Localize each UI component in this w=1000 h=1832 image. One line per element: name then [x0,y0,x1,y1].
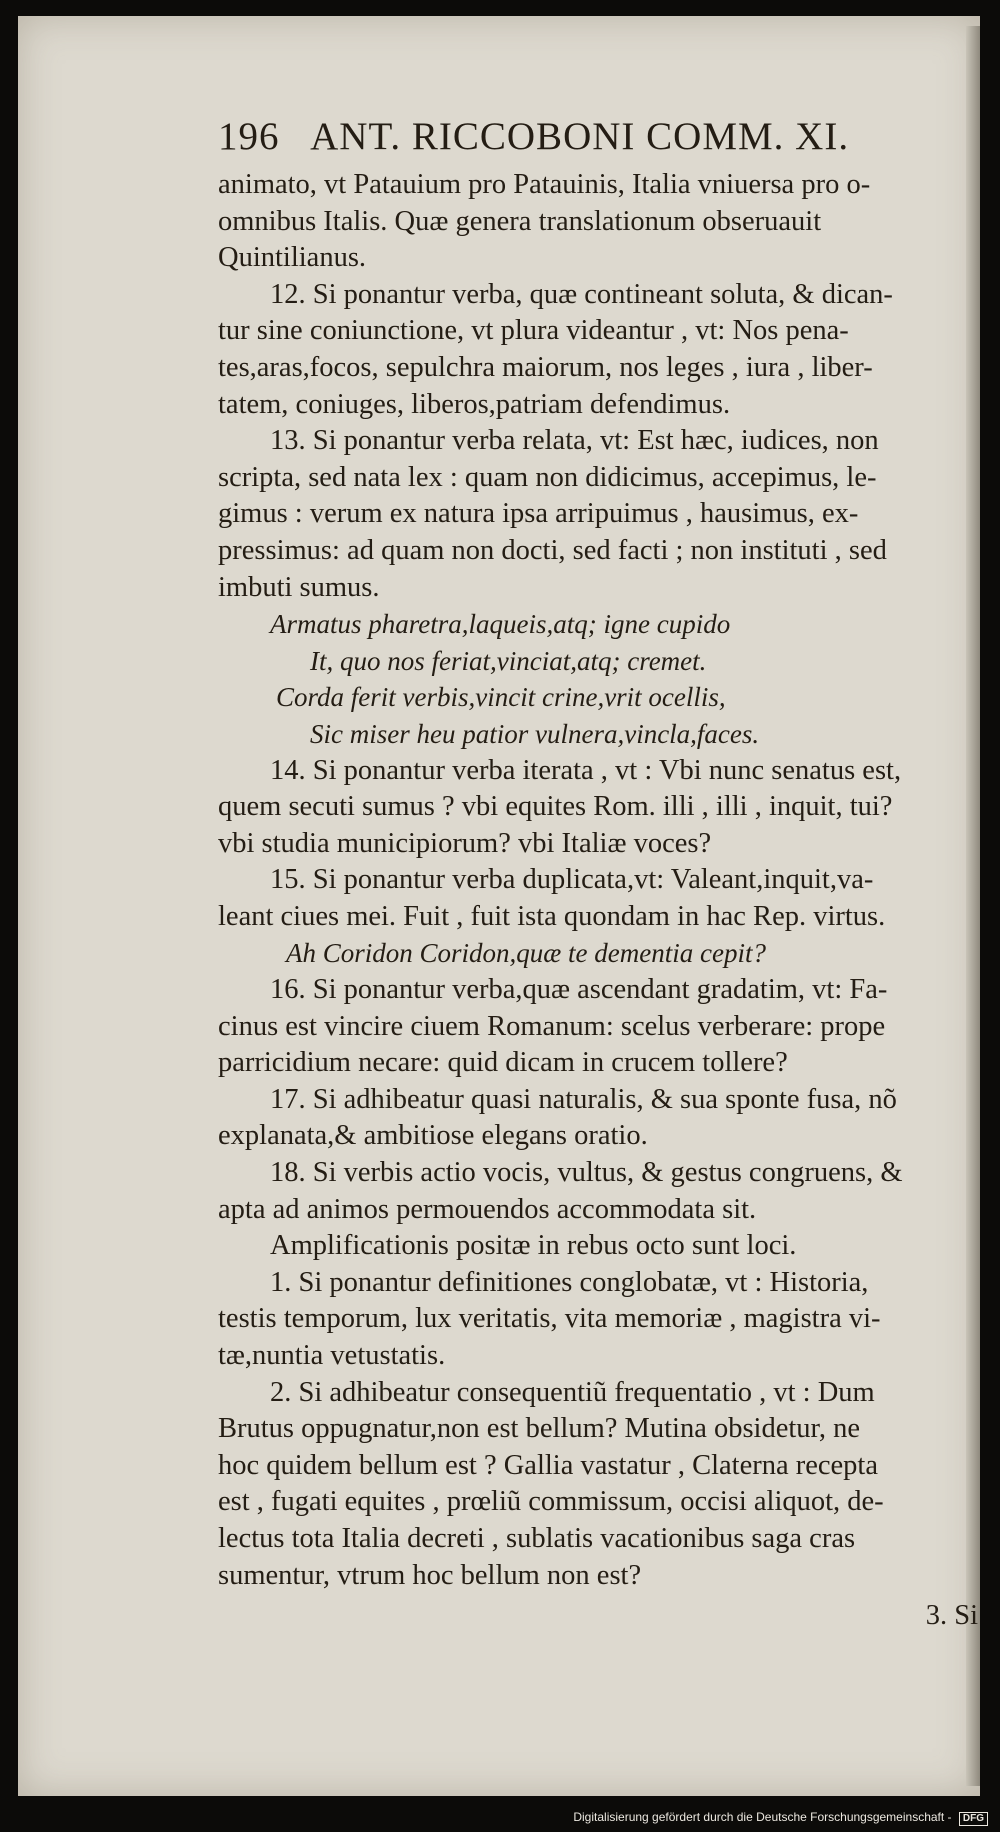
text-line: scripta, sed nata lex : quam non didicimus, accepimus, le- [218,461,877,493]
verse-line: Ah Coridon Coridon,quæ te dementia cepit? [286,938,766,969]
dfg-logo: DFG [959,1812,988,1826]
text-line: Amplificationis positæ in rebus octo sunt loci. [270,1230,797,1262]
text-line: omnibus Italis. Quæ genera translationum obseruauit [218,205,822,237]
text-line: 17. Si adhibeatur quasi naturalis, & sua sponte fusa, nõ [270,1083,897,1115]
text-line: 15. Si ponantur verba duplicata,vt: Valeant,inquit,va- [270,864,874,896]
text-line: hoc quidem bellum est ? Gallia vastatur , Claterna recepta [218,1449,878,1481]
text-line: 14. Si ponantur verba iterata , vt : Vbi nunc senatus est, [270,754,902,786]
text-line: 1. Si ponantur definitiones conglobatæ, vt : Historia, [270,1266,869,1298]
credit-text: Digitalisierung gefördert durch die Deutsche Forschungsgemeinschaft - [573,1810,952,1824]
text-line: apta ad animos permouendos accommodata sit. [218,1193,757,1225]
text-line: 2. Si adhibeatur consequentiũ frequentatio , vt : Dum [270,1376,875,1408]
text-line: imbuti sumus. [218,571,380,603]
text-line: lectus tota Italia decreti , sublatis vacationibus saga cras [218,1522,856,1554]
text-line: 16. Si ponantur verba,quæ ascendant gradatim, vt: Fa- [270,974,888,1006]
text-line: cinus est vincire ciuem Romanum: scelus verberare: prope [218,1010,886,1042]
running-title: ANT. RICCOBONI COMM. XI. [310,115,850,158]
text-line: Brutus oppugnatur,non est bellum? Mutina obsidetur, ne [218,1413,861,1445]
text-line: leant ciues mei. Fuit , fuit ista quondam in hac Rep. virtus. [218,900,886,932]
text-line: 12. Si ponantur verba, quæ contineant soluta, & dican- [270,278,893,310]
page-number: 196 [218,115,280,158]
text-line: Quintilianus. [218,242,367,274]
text-line: quem secuti sumus ? vbi equites Rom. illi , illi , inquit, tui? [218,791,893,823]
text-line: animato, vt Patauium pro Patauinis, Italia vniuersa pro o- [218,169,871,200]
text-line: tæ,nuntia vetustatis. [218,1340,446,1371]
text-line: pressimus: ad quam non docti, sed facti ; non instituti , sed [218,534,887,566]
text-block [218,111,978,1635]
text-line: gimus : verum ex natura ipsa arripuimus , hausimus, ex- [218,498,859,530]
verse-line: Sic miser heu patior vulnera,vincla,faces. [310,718,760,749]
verse-line: Corda ferit verbis,vincit crine,vrit ocellis, [276,682,726,713]
text-line: explanata,& ambitiose elegans oratio. [218,1120,648,1152]
verse-line: Armatus pharetra,laqueis,atq; igne cupido [270,609,731,640]
catchword: 3. Si [925,1600,978,1632]
text-line: tes,aras,focos, sepulchra maiorum, nos leges , iura , liber- [218,351,873,383]
digitization-credit [573,1810,988,1826]
text-line: tatem, coniuges, liberos,patriam defendimus. [218,388,731,420]
verse-line: It, quo nos feriat,vinciat,atq; cremet. [310,645,707,676]
text-line: est , fugati equites , prœliũ commissum, occisi aliquot, de- [218,1486,884,1518]
text-line: sumentur, vtrum hoc bellum non est? [218,1559,642,1591]
text-line: 13. Si ponantur verba relata, vt: Est hæc, iudices, non [270,425,879,457]
page-header [218,111,978,163]
text-line: 18. Si verbis actio vocis, vultus, & gestus congruens, & [270,1157,903,1189]
text-line: tur sine coniunctione, vt plura videantur , vt: Nos pena- [218,315,849,347]
text-line: testis temporum, lux veritatis, vita memoriæ , magistra vi- [218,1303,881,1335]
body-text [218,167,978,1594]
text-line: parricidium necare: quid dicam in crucem tollere? [218,1047,788,1079]
text-line: vbi studia municipiorum? vbi Italiæ voces? [218,827,712,859]
book-page [18,16,980,1796]
